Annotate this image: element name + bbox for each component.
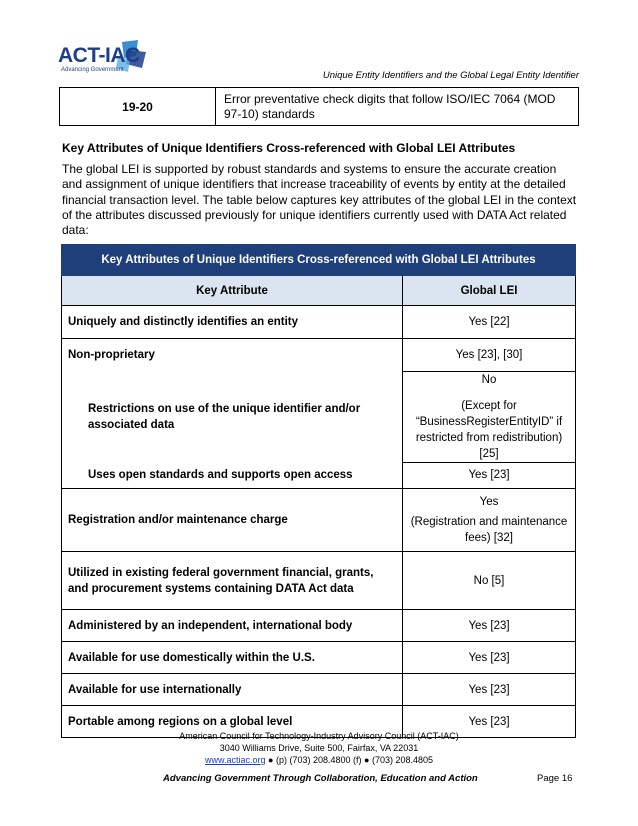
- table-header-row: [62, 276, 576, 306]
- lei-value: Yes: [479, 496, 499, 508]
- table-row: [62, 642, 576, 674]
- attribute-cell: Available for use domestically within the U.S.: [62, 642, 403, 674]
- page-number: Page 16: [537, 773, 573, 784]
- lei-cell: [403, 489, 576, 552]
- lei-value: No: [481, 373, 497, 386]
- attribute-cell: Utilized in existing federal government financial, grants, and procurement systems containing DATA Act data: [62, 552, 403, 610]
- footer-address: 3040 Williams Drive, Suite 500, Fairfax, VA 22031: [219, 743, 419, 753]
- table-caption: Key Attributes of Unique Identifiers Cross-referenced with Global LEI Attributes: [62, 245, 576, 276]
- table-row: [62, 610, 576, 642]
- attribute-cell: Registration and/or maintenance charge: [62, 489, 403, 552]
- lei-cell: Yes [23]: [403, 706, 576, 738]
- lei-cell: Yes [23], [30]: [403, 339, 576, 372]
- attribute-cell: Administered by an independent, international body: [62, 610, 403, 642]
- col-header-global-lei: Global LEI: [403, 276, 576, 306]
- attributes-table: [61, 244, 576, 738]
- section-heading: Key Attributes of Unique Identifiers Cross-referenced with Global LEI Attributes: [62, 141, 516, 155]
- col-header-key-attribute: Key Attribute: [62, 276, 403, 306]
- website-link[interactable]: www.actiac.org: [205, 755, 266, 765]
- logo-tagline: Advancing Government: [61, 67, 124, 73]
- footer-org: American Council for Technology-Industry Advisory Council (ACT-IAC): [179, 731, 459, 741]
- table-row: [62, 674, 576, 706]
- header-title: Unique Entity Identifiers and the Global Legal Entity Identifier: [322, 70, 579, 81]
- attribute-cell: Available for use internationally: [62, 674, 403, 706]
- row-description: Error preventative check digits that follow ISO/IEC 7064 (MOD 97-10) standards: [216, 88, 579, 126]
- act-iac-logo: [58, 38, 150, 76]
- lei-cell: Yes [22]: [403, 306, 576, 339]
- row-number: 19-20: [60, 88, 216, 126]
- continued-table: [59, 87, 579, 126]
- attribute-cell: Portable among regions on a global level: [62, 706, 403, 738]
- table-row: [62, 552, 576, 610]
- footer-tagline: Advancing Government Through Collaboration, Education and Action: [163, 773, 478, 784]
- lei-note: (Except for “BusinessRegisterEntityID” if restricted from redistribution) [25]: [415, 399, 563, 460]
- table-row: [62, 339, 576, 372]
- attribute-cell: Restrictions on use of the unique identifier and/or associated data: [62, 371, 403, 462]
- footer-contact: [0, 755, 638, 765]
- attribute-cell: Uses open standards and supports open access: [62, 462, 403, 489]
- table-row: [62, 462, 576, 489]
- lei-cell: Yes [23]: [403, 674, 576, 706]
- lei-cell: Yes [23]: [403, 610, 576, 642]
- lei-cell: No [5]: [403, 552, 576, 610]
- phone-fax: ● (p) (703) 208.4800 (f) ● (703) 208.4805: [265, 755, 433, 765]
- attribute-cell: Non-proprietary: [62, 339, 403, 372]
- lei-cell: [403, 371, 576, 462]
- lei-note: (Registration and maintenance fees) [32]: [410, 516, 568, 544]
- lei-cell: Yes [23]: [403, 462, 576, 489]
- table-row: [62, 371, 576, 462]
- table-row: [62, 306, 576, 339]
- attribute-cell: Uniquely and distinctly identifies an entity: [62, 306, 403, 339]
- table-caption-row: [62, 245, 576, 276]
- logo-wordmark: ACT-IAC: [58, 44, 140, 67]
- attributes-table-wrapper: [61, 244, 575, 738]
- intro-paragraph: The global LEI is supported by robust standards and systems to ensure the accurate creation and assignment of unique identifiers that increase traceability of events by entity at the detailed financial transaction level. The table below captures key attributes of the global LEI in the context of the attributes discussed previously for unique identifiers currently used with DATA Act related data:: [62, 162, 577, 238]
- table-row: [62, 489, 576, 552]
- lei-cell: Yes [23]: [403, 642, 576, 674]
- table-row: [60, 88, 579, 126]
